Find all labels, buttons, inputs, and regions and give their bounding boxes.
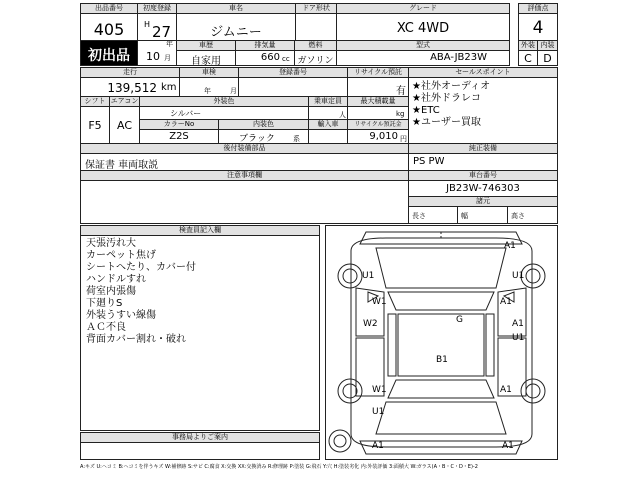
first-listing-badge: 初出品 bbox=[88, 48, 130, 64]
shift-label: シフト bbox=[80, 96, 110, 107]
fuel-cell bbox=[294, 50, 337, 66]
rating: 4 bbox=[532, 18, 544, 38]
mark-right-front-fender: U1 bbox=[512, 271, 525, 281]
hood bbox=[376, 248, 506, 288]
wheel-rear-left-inner bbox=[343, 384, 357, 398]
roof bbox=[398, 314, 484, 376]
payload-unit: kg bbox=[396, 110, 405, 118]
inspection-label: 車検 bbox=[179, 67, 239, 78]
model-cell bbox=[336, 50, 510, 66]
car-diagram-svg bbox=[326, 226, 557, 459]
mileage-unit: km bbox=[161, 82, 177, 93]
spare-tire bbox=[329, 430, 351, 452]
notes-label: 注意事項欄 bbox=[80, 170, 409, 181]
door-label: ドア形状 bbox=[295, 3, 337, 14]
mark-rear-left-corner: A1 bbox=[372, 441, 384, 451]
first-reg-year: 27 bbox=[152, 23, 172, 41]
inspector-list bbox=[86, 238, 196, 346]
recycle-fee-label: リサイクル預託金 bbox=[347, 119, 409, 130]
sales-points-cell bbox=[408, 77, 558, 144]
notes-cell bbox=[80, 180, 409, 224]
inspector-note: 天張汚れ大 bbox=[86, 238, 136, 249]
exterior-label: 外装 bbox=[518, 40, 538, 51]
int-color-label: 内装色 bbox=[218, 119, 309, 130]
payload-label: 最大積載量 bbox=[347, 96, 409, 107]
aftermarket-label: 後付装備部品 bbox=[80, 143, 409, 154]
legend: A:キズ U:ヘコミ B:ヘコミを伴うキズ W:補修跡 S:サビ C:腐食 X:交換 XX:交換済み R:修理跡 P:塗装 G:飛石 Y:穴 H:塗装劣化 内:外装評価 3:面積大 W:ガラス(A・B・C・D・E)-2 bbox=[80, 464, 478, 470]
aftermarket-cell bbox=[80, 153, 409, 171]
ac-label: エアコン bbox=[110, 97, 139, 105]
inspection-year-unit: 年 bbox=[204, 87, 211, 95]
inspector-note: 背面カバー割れ・破れ bbox=[86, 334, 186, 345]
right-window bbox=[486, 314, 494, 376]
standard-equipment-cell bbox=[408, 153, 558, 171]
standard-equipment-label: 純正装備 bbox=[408, 143, 558, 154]
sales-point: ★社外ドラレコ bbox=[412, 93, 481, 104]
displacement-unit: cc bbox=[282, 55, 290, 63]
mark-left-front-fender: U1 bbox=[362, 271, 375, 281]
capacity-unit: 人 bbox=[339, 111, 346, 119]
mark-right-rear-door-lower: U1 bbox=[512, 333, 525, 343]
displacement-label: 排気量 bbox=[235, 40, 295, 51]
dim-height-label: 高さ bbox=[511, 212, 525, 220]
mark-rear-deck: B1 bbox=[436, 355, 448, 365]
dim-height-cell bbox=[507, 206, 558, 224]
inspector-note: ハンドルすれ bbox=[86, 274, 146, 285]
first-reg-month: 10 bbox=[146, 50, 160, 63]
int-color: ブラック bbox=[239, 134, 275, 144]
recycle-fee: 9,010 bbox=[369, 131, 398, 142]
displacement: 660 bbox=[260, 52, 280, 63]
ext-color: シルバー bbox=[170, 109, 202, 118]
int-color-suffix: 系 bbox=[293, 135, 300, 143]
grade-cell bbox=[336, 13, 510, 41]
fuel: ガソリン bbox=[297, 56, 334, 66]
mark-left-rear-quarter-window: W1 bbox=[372, 385, 387, 395]
color-no-cell bbox=[139, 129, 219, 144]
recycle-label: リサイクル預託 bbox=[347, 67, 409, 78]
recycle-deposit: 有 bbox=[396, 86, 406, 97]
ac: AC bbox=[116, 119, 132, 132]
car-name-cell bbox=[176, 13, 296, 41]
car-name-label: 車名 bbox=[176, 3, 296, 14]
color-no: Z2S bbox=[169, 131, 189, 142]
capacity-cell bbox=[308, 106, 348, 120]
displacement-cell bbox=[235, 50, 295, 66]
inspector-note: 荷室内張傷 bbox=[86, 286, 136, 297]
mark-left-front-window: W1 bbox=[372, 297, 387, 307]
lot-no-cell bbox=[80, 13, 138, 41]
first-reg-month-cell bbox=[137, 40, 177, 66]
sales-points-label: セールスポイント bbox=[408, 67, 558, 78]
dim-width-cell bbox=[457, 206, 508, 224]
payload-cell bbox=[347, 106, 409, 120]
interior-grade: D bbox=[543, 52, 552, 65]
recycle-cell bbox=[347, 77, 409, 97]
aftermarket: 保証書 車両取説 bbox=[85, 160, 159, 171]
car-name: ジムニー bbox=[210, 25, 262, 40]
mark-front-right-corner: A1 bbox=[504, 241, 516, 251]
usage: 自家用 bbox=[191, 56, 221, 66]
recycle-fee-unit: 円 bbox=[400, 135, 407, 143]
dim-length-label: 長さ bbox=[412, 212, 426, 220]
mark-left-rear-fender: U1 bbox=[372, 407, 385, 417]
mark-right-front-door: A1 bbox=[500, 297, 512, 307]
inspector-note: ＡＣ不良 bbox=[86, 322, 126, 333]
first-reg-month-unit: 月 bbox=[164, 54, 171, 62]
sales-point: ★社外オーディオ bbox=[412, 81, 491, 92]
spare-tire-inner bbox=[334, 435, 346, 447]
mileage-label: 走行 bbox=[80, 67, 180, 78]
chassis-label: 車台番号 bbox=[408, 170, 558, 181]
color-no-label: カラーNo bbox=[139, 119, 219, 130]
mileage-cell bbox=[80, 77, 180, 97]
inspector-note: カーペット焦げ bbox=[86, 250, 156, 261]
inspector-note: シートへたり、カバー付 bbox=[86, 262, 196, 273]
ext-color-label: 外装色 bbox=[139, 96, 309, 107]
inspector-note: 外装うすい線傷 bbox=[86, 310, 156, 321]
import-label: 輸入車 bbox=[308, 119, 348, 130]
first-reg-label: 初度登録 bbox=[137, 3, 177, 14]
office-label: 事務局よりご案内 bbox=[80, 432, 320, 443]
rear-deck bbox=[376, 402, 506, 434]
inspection-cell bbox=[179, 77, 239, 97]
wheel-front-left bbox=[338, 264, 362, 288]
import-cell bbox=[308, 129, 348, 144]
grade: XC 4WD bbox=[396, 21, 450, 36]
lot-no-label: 出品番号 bbox=[80, 3, 138, 14]
windshield bbox=[388, 292, 494, 310]
wheel-front-left-inner bbox=[343, 269, 357, 283]
rating-cell bbox=[518, 13, 558, 41]
usage-label: 車歴 bbox=[176, 40, 236, 51]
usage-cell bbox=[176, 50, 236, 66]
recycle-fee-cell bbox=[347, 129, 409, 144]
sales-point: ★ETC bbox=[412, 105, 440, 116]
wheel-front-right-inner bbox=[526, 269, 540, 283]
left-window bbox=[388, 314, 396, 376]
ac-cell bbox=[109, 106, 140, 144]
exterior-grade: C bbox=[524, 52, 532, 65]
inspection-month-unit: 月 bbox=[230, 87, 237, 95]
interior-cell bbox=[537, 50, 558, 66]
rating-label: 評価点 bbox=[518, 3, 558, 14]
dim-length-cell bbox=[408, 206, 458, 224]
mark-right-rear-fender: A1 bbox=[500, 385, 512, 395]
inspector-cell bbox=[80, 235, 320, 431]
first-listing-cell bbox=[80, 40, 138, 66]
sales-point: ★ユーザー買取 bbox=[412, 117, 481, 128]
inspector-note: 下廻りS bbox=[86, 298, 123, 309]
mileage: 139,512 bbox=[107, 81, 157, 95]
sales-points-list bbox=[412, 81, 490, 129]
wheel-front-right bbox=[521, 264, 545, 288]
era: H bbox=[144, 20, 151, 29]
rear-window bbox=[388, 380, 494, 398]
mark-left-rear-window: W2 bbox=[363, 319, 378, 329]
wheel-rear-right bbox=[521, 379, 545, 403]
first-reg-cell bbox=[137, 13, 177, 41]
chassis-cell bbox=[408, 180, 558, 197]
inspector-label: 検査員記入欄 bbox=[80, 225, 320, 236]
capacity-label: 乗車定員 bbox=[308, 96, 348, 107]
door-cell bbox=[295, 13, 337, 41]
wheel-rear-right-inner bbox=[526, 384, 540, 398]
model-label: 型式 bbox=[336, 40, 510, 51]
reg-no-label: 登録番号 bbox=[238, 67, 348, 78]
model: ABA-JB23W bbox=[430, 52, 487, 63]
shift-cell bbox=[80, 106, 110, 144]
fuel-label: 燃料 bbox=[294, 40, 337, 51]
grade-label: グレード bbox=[336, 3, 510, 14]
exterior-cell bbox=[518, 50, 538, 66]
shift: F5 bbox=[88, 119, 102, 132]
mark-right-rear-door-upper: A1 bbox=[512, 319, 524, 329]
wheel-rear-left bbox=[338, 379, 362, 403]
ext-color-cell bbox=[139, 106, 309, 120]
damage-diagram bbox=[325, 225, 558, 460]
first-reg-year-unit: 年 bbox=[166, 40, 173, 48]
dim-width-label: 幅 bbox=[461, 212, 468, 220]
lot-no: 405 bbox=[93, 20, 125, 39]
int-color-cell bbox=[218, 129, 309, 144]
standard-equipment: PS PW bbox=[413, 156, 445, 167]
office-cell bbox=[80, 442, 320, 460]
interior-label: 内装 bbox=[537, 40, 558, 51]
mark-roof: G bbox=[456, 315, 463, 325]
chassis-no: JB23W-746303 bbox=[446, 183, 520, 194]
dimensions-label: 諸元 bbox=[408, 196, 558, 207]
reg-no-cell bbox=[238, 77, 348, 97]
mark-rear-right-corner: A1 bbox=[502, 441, 514, 451]
